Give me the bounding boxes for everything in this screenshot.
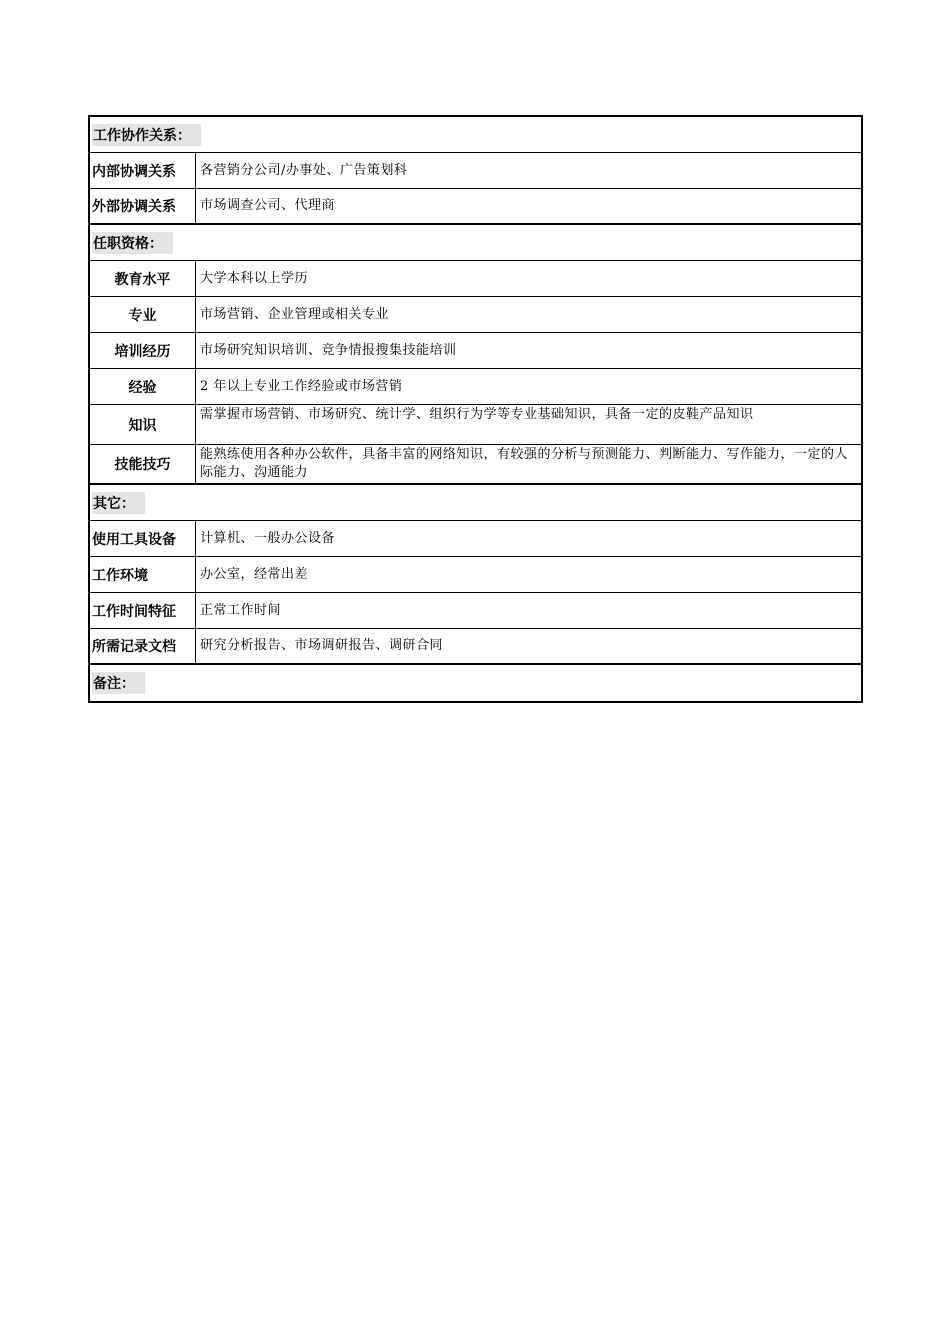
section-qualifications-heading: [90, 225, 861, 261]
row-value: 市场研究知识培训、竞争情报搜集技能培训: [200, 342, 457, 358]
row-value: 市场调查公司、代理商: [200, 198, 336, 213]
section-remarks-heading: [90, 665, 861, 701]
table-row-knowledge: [90, 405, 861, 445]
row-value: 大学本科以上学历: [200, 270, 309, 286]
row-value: 市场营销、企业管理或相关专业: [200, 306, 390, 322]
row-label: 工作时间特征: [90, 593, 196, 628]
row-label: 内部协调关系: [90, 153, 196, 188]
section-heading-text: 其它：: [92, 492, 145, 514]
table-row-training: [90, 333, 861, 369]
row-value: 正常工作时间: [200, 602, 282, 618]
row-label: 所需记录文档: [90, 629, 196, 663]
table-row-environment: [90, 557, 861, 593]
table-row-internal: [90, 153, 861, 189]
table-row-documents: [90, 629, 861, 665]
section-heading-text: 任职资格：: [92, 232, 173, 254]
section-heading-text: 备注：: [92, 672, 145, 694]
table-row-tools: [90, 521, 861, 557]
row-value: 能熟练使用各种办公软件，具备丰富的网络知识，有较强的分析与预测能力、判断能力、写作能力，一定的人际能力、沟通能力: [200, 447, 849, 480]
row-label: 知识: [90, 405, 196, 444]
section-other-heading: [90, 485, 861, 521]
row-value: 各营销分公司/办事处、广告策划科: [200, 162, 408, 178]
table-row-major: [90, 297, 861, 333]
row-label: 教育水平: [90, 261, 196, 296]
row-label: 技能技巧: [90, 445, 196, 483]
section-heading-text: 工作协作关系：: [92, 124, 201, 146]
row-label: 工作环境: [90, 557, 196, 592]
row-value: 办公室，经常出差: [200, 566, 309, 582]
job-description-table: [88, 115, 863, 703]
row-value: 计算机、一般办公设备: [200, 530, 336, 546]
row-label: 使用工具设备: [90, 521, 196, 556]
row-label: 经验: [90, 369, 196, 404]
row-value: 需掌握市场营销、市场研究、统计学、组织行为学等专业基础知识，具备一定的皮鞋产品知识: [200, 407, 754, 422]
table-row-worktime: [90, 593, 861, 629]
section-cooperation-heading: [90, 117, 861, 153]
row-value: 2 年以上专业工作经验或市场营销: [200, 378, 403, 394]
table-row-education: [90, 261, 861, 297]
table-row-experience: [90, 369, 861, 405]
table-row-skills: [90, 445, 861, 485]
row-label: 专业: [90, 297, 196, 332]
row-label: 外部协调关系: [90, 189, 196, 223]
row-label: 培训经历: [90, 333, 196, 368]
row-value: 研究分析报告、市场调研报告、调研合同: [200, 638, 444, 653]
table-row-external: [90, 189, 861, 225]
